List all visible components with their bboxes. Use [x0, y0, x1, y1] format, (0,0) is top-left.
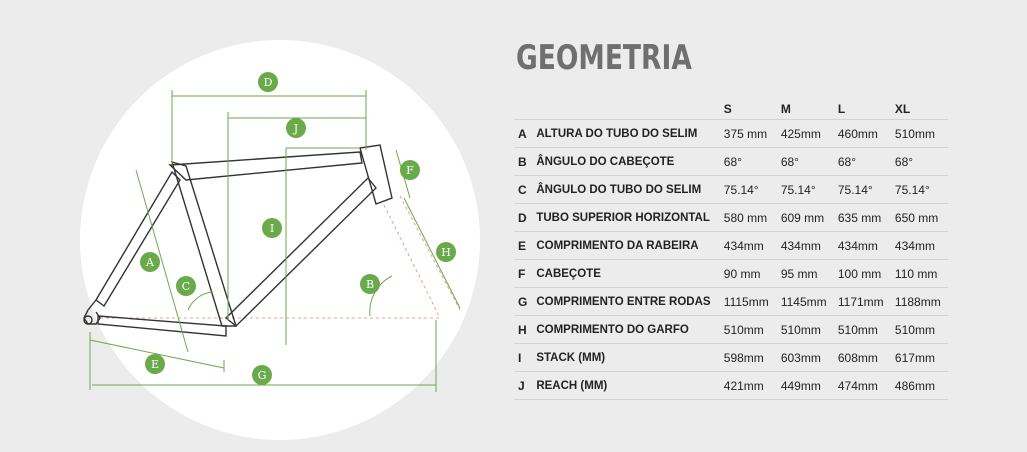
row-value: 1115mm	[720, 288, 777, 316]
header-size-s: S	[723, 102, 732, 116]
label-J	[286, 118, 306, 138]
table-row	[514, 232, 948, 260]
row-label: ÂNGULO DO CABEÇOTE	[532, 148, 719, 176]
header-size-xl: XL	[894, 102, 911, 116]
row-letter: B	[514, 148, 532, 176]
header-label	[532, 99, 719, 120]
row-value: 603mm	[777, 344, 834, 372]
row-value: 580 mm	[720, 204, 777, 232]
row-value: 510mm	[891, 120, 948, 148]
table-row	[514, 120, 948, 148]
row-letter: F	[514, 260, 532, 288]
label-D	[258, 72, 278, 92]
svg-text:C: C	[181, 280, 191, 293]
row-value: 635 mm	[834, 204, 891, 232]
frame-geometry-diagram	[0, 0, 500, 452]
svg-text:J: J	[293, 122, 299, 135]
row-value: 609 mm	[777, 204, 834, 232]
svg-text:I: I	[269, 222, 275, 235]
row-value: 425mm	[777, 120, 834, 148]
row-label: ALTURA DO TUBO DO SELIM	[532, 120, 719, 148]
table-row	[514, 316, 948, 344]
svg-text:D: D	[263, 76, 273, 89]
row-value: 650 mm	[891, 204, 948, 232]
geometry-table	[514, 99, 948, 400]
svg-text:H: H	[441, 246, 451, 259]
label-E	[145, 354, 165, 374]
row-letter: I	[514, 344, 532, 372]
label-B	[360, 274, 380, 294]
row-value: 95 mm	[777, 260, 834, 288]
row-label: COMPRIMENTO ENTRE RODAS	[532, 288, 719, 316]
row-value: 486mm	[891, 372, 948, 400]
row-label: TUBO SUPERIOR HORIZONTAL	[532, 204, 719, 232]
label-G	[252, 365, 272, 385]
table-row	[514, 260, 948, 288]
svg-text:B: B	[365, 278, 375, 291]
row-value: 421mm	[720, 372, 777, 400]
row-value: 75.14°	[777, 176, 834, 204]
row-letter: J	[514, 372, 532, 400]
row-value: 608mm	[834, 344, 891, 372]
label-C	[176, 276, 196, 296]
label-H	[436, 242, 456, 262]
svg-text:F: F	[406, 164, 414, 177]
row-value: 100 mm	[834, 260, 891, 288]
table-row	[514, 148, 948, 176]
label-I	[262, 218, 282, 238]
dimension-labels	[140, 72, 456, 385]
label-F	[400, 160, 420, 180]
svg-text:E: E	[150, 358, 160, 371]
row-value: 1171mm	[834, 288, 891, 316]
row-value: 434mm	[891, 232, 948, 260]
row-value: 510mm	[891, 316, 948, 344]
row-value: 1145mm	[777, 288, 834, 316]
row-label: CABEÇOTE	[532, 260, 719, 288]
row-letter: E	[514, 232, 532, 260]
row-value: 434mm	[720, 232, 777, 260]
row-value: 375 mm	[720, 120, 777, 148]
header-size-l: L	[837, 102, 846, 116]
row-value: 510mm	[777, 316, 834, 344]
dimension-lines	[90, 90, 460, 392]
row-value: 598mm	[720, 344, 777, 372]
header-letter	[514, 99, 532, 120]
header-size-m: M	[780, 102, 791, 116]
svg-text:G: G	[257, 369, 267, 382]
row-label: REACH (MM)	[532, 372, 719, 400]
row-value: 68°	[720, 148, 777, 176]
row-label: COMPRIMENTO DA RABEIRA	[532, 232, 719, 260]
page-title: GEOMETRIA	[516, 38, 692, 78]
row-value: 1188mm	[891, 288, 948, 316]
row-value: 68°	[777, 148, 834, 176]
table-row	[514, 288, 948, 316]
row-label: ÂNGULO DO TUBO DO SELIM	[532, 176, 719, 204]
row-value: 449mm	[777, 372, 834, 400]
row-value: 510mm	[834, 316, 891, 344]
row-value: 75.14°	[720, 176, 777, 204]
row-value: 460mm	[834, 120, 891, 148]
row-value: 68°	[834, 148, 891, 176]
row-value: 75.14°	[891, 176, 948, 204]
bike-frame	[84, 145, 392, 336]
row-value: 434mm	[834, 232, 891, 260]
label-A	[140, 252, 160, 272]
row-letter: H	[514, 316, 532, 344]
table-row	[514, 204, 948, 232]
row-value: 474mm	[834, 372, 891, 400]
table-row	[514, 176, 948, 204]
row-letter: D	[514, 204, 532, 232]
row-letter: A	[514, 120, 532, 148]
row-value: 434mm	[777, 232, 834, 260]
table-header-row	[514, 99, 948, 120]
row-value: 617mm	[891, 344, 948, 372]
row-value: 90 mm	[720, 260, 777, 288]
svg-text:A: A	[146, 256, 154, 269]
row-value: 68°	[891, 148, 948, 176]
row-letter: G	[514, 288, 532, 316]
row-label: STACK (MM)	[532, 344, 719, 372]
row-letter: C	[514, 176, 532, 204]
row-label: COMPRIMENTO DO GARFO	[532, 316, 719, 344]
table-row	[514, 344, 948, 372]
row-value: 510mm	[720, 316, 777, 344]
row-value: 110 mm	[891, 260, 948, 288]
row-value: 75.14°	[834, 176, 891, 204]
table-row	[514, 372, 948, 400]
